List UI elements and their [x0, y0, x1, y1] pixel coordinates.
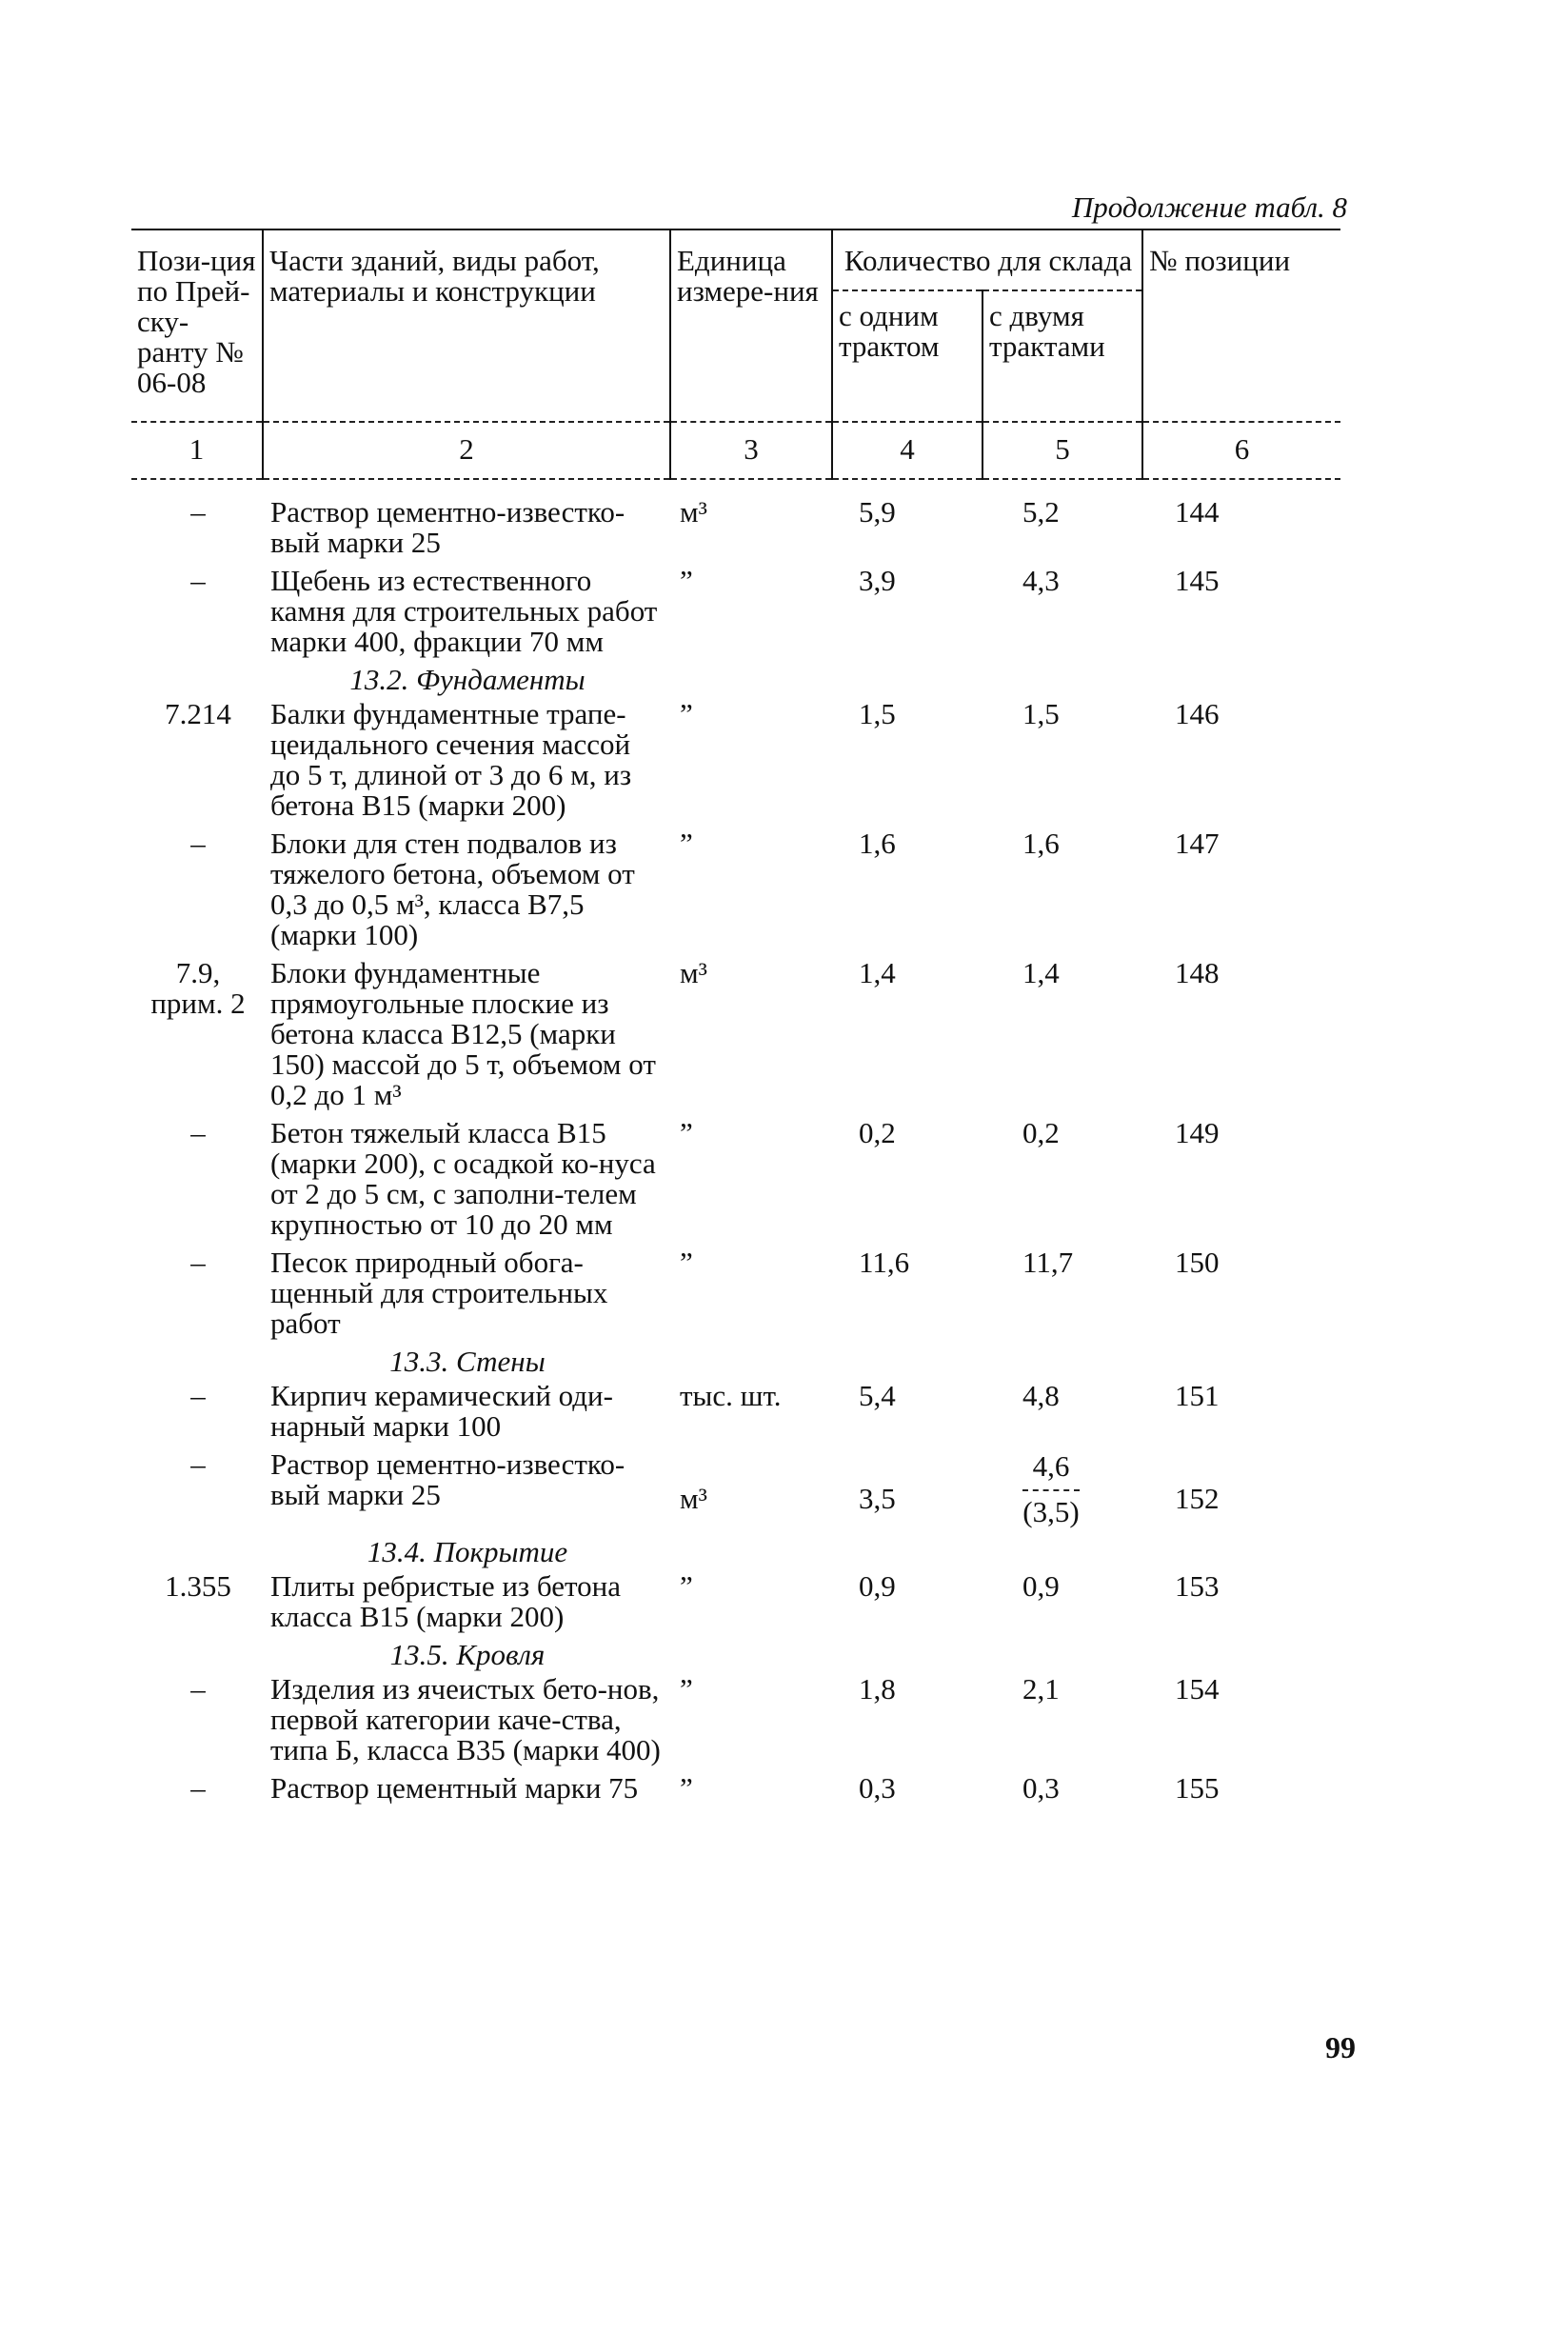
quantity-one-tract: 3,5 — [859, 1482, 896, 1515]
quantity-two-tracts: 11,7 — [1022, 1246, 1074, 1279]
quantity-two-tracts: 4,8 — [1022, 1379, 1060, 1412]
header-two-tracts: с двумя трактами — [982, 290, 1142, 422]
position-number: 149 — [1175, 1116, 1220, 1149]
section-title: 13.2. Фундаменты — [349, 663, 586, 696]
section-heading — [131, 1636, 1340, 1670]
col-number-1: 1 — [189, 432, 205, 466]
table-row — [131, 1446, 1340, 1533]
header-position-number: № позиции — [1142, 229, 1340, 422]
material-name: Блоки фундаментные прямоугольные плоские из бетона класса В12,5 (марки 150) массой до 5 т, объемом от 0,2 до 1 м³ — [270, 956, 656, 1111]
unit: ” — [680, 697, 693, 730]
quantity-one-tract: 1,6 — [859, 827, 896, 860]
fraction-value — [1022, 1449, 1080, 1529]
col-number-5: 5 — [982, 422, 1142, 479]
price-list-position: – — [190, 1246, 206, 1279]
header-quantity: Количество для склада — [832, 229, 1142, 290]
quantity-two-tracts: 5,2 — [1022, 495, 1060, 529]
material-name: Щебень из естественного камня для строительных работ марки 400, фракции 70 мм — [270, 564, 658, 658]
table-row — [131, 1377, 1340, 1446]
table-row — [131, 1769, 1340, 1807]
material-name: Раствор цементный марки 75 — [270, 1771, 639, 1805]
header-unit: Единица измере-ния — [670, 229, 832, 422]
position-number: 144 — [1175, 495, 1220, 529]
quantity-one-tract: 3,9 — [859, 564, 896, 597]
position-number: 152 — [1175, 1482, 1220, 1515]
section-title: 13.3. Стены — [389, 1345, 546, 1378]
material-name: Раствор цементно-известко-вый марки 25 — [270, 1447, 625, 1511]
unit: ” — [680, 1672, 693, 1706]
quantity-one-tract: 0,9 — [859, 1569, 896, 1603]
table-row — [131, 1670, 1340, 1769]
table-row — [131, 825, 1340, 954]
position-number: 146 — [1175, 697, 1220, 730]
quantity-one-tract: 11,6 — [859, 1246, 910, 1279]
col-number-4: 4 — [832, 422, 982, 479]
col-number-3: 3 — [670, 422, 832, 479]
table-row — [131, 954, 1340, 1114]
quantity-one-tract: 1,4 — [859, 956, 896, 989]
col-number-6: 6 — [1142, 422, 1340, 479]
quantity-two-tracts: 1,6 — [1022, 827, 1060, 860]
fraction-top: 4,6 — [1032, 1449, 1070, 1483]
table-row — [131, 493, 1340, 562]
material-name: Кирпич керамический оди-нарный марки 100 — [270, 1379, 613, 1443]
quantity-two-tracts: 0,3 — [1022, 1771, 1060, 1805]
quantity-one-tract: 5,4 — [859, 1379, 896, 1412]
price-list-position: – — [190, 1672, 206, 1706]
col-number-2: 2 — [263, 422, 670, 479]
price-list-position: 7.9, прим. 2 — [150, 956, 246, 1020]
unit: м³ — [680, 1482, 707, 1515]
position-number: 150 — [1175, 1246, 1220, 1279]
quantity-one-tract: 5,9 — [859, 495, 896, 529]
quantity-one-tract: 0,3 — [859, 1771, 896, 1805]
price-list-position: – — [190, 495, 206, 529]
material-name: Изделия из ячеистых бето-нов, первой категории каче-ства, типа Б, класса В35 (марки 400) — [270, 1672, 661, 1766]
quantity-two-tracts: 4,3 — [1022, 564, 1060, 597]
page-number: 99 — [1325, 2030, 1356, 2065]
unit: ” — [680, 827, 693, 860]
position-number: 147 — [1175, 827, 1220, 860]
unit: тыс. шт. — [680, 1379, 782, 1412]
material-name: Раствор цементно-известко-вый марки 25 — [270, 495, 625, 559]
quantity-two-tracts — [982, 1446, 1142, 1533]
price-list-position: – — [190, 564, 206, 597]
position-number: 154 — [1175, 1672, 1220, 1706]
material-name: Блоки для стен подвалов из тяжелого бетона, объемом от 0,3 до 0,5 м³, класса В7,5 (марки 100) — [270, 827, 635, 951]
quantity-two-tracts: 0,9 — [1022, 1569, 1060, 1603]
position-number: 148 — [1175, 956, 1220, 989]
section-heading — [131, 1533, 1340, 1567]
unit: ” — [680, 564, 693, 597]
fraction-bottom: (3,5) — [1022, 1495, 1080, 1528]
unit: ” — [680, 1771, 693, 1805]
position-number: 151 — [1175, 1379, 1220, 1412]
price-list-position: – — [190, 1379, 206, 1412]
material-name: Песок природный обога-щенный для строительных работ — [270, 1246, 608, 1340]
price-list-position: 7.214 — [165, 697, 231, 730]
price-list-position: – — [190, 1116, 206, 1149]
position-number: 145 — [1175, 564, 1220, 597]
quantity-one-tract: 1,8 — [859, 1672, 896, 1706]
unit: м³ — [680, 495, 707, 529]
unit: м³ — [680, 956, 707, 989]
price-list-position: – — [190, 1447, 206, 1481]
header-one-tract: с одним трактом — [832, 290, 982, 422]
quantity-one-tract: 0,2 — [859, 1116, 896, 1149]
table-row — [131, 1114, 1340, 1244]
table-continuation-title: Продолжение табл. 8 — [1071, 190, 1347, 224]
unit: ” — [680, 1116, 693, 1149]
table-row — [131, 1244, 1340, 1343]
quantity-two-tracts: 1,5 — [1022, 697, 1060, 730]
price-list-position: 1.355 — [165, 1569, 231, 1603]
price-list-position: – — [190, 827, 206, 860]
material-name: Плиты ребристые из бетона класса В15 (марки 200) — [270, 1569, 622, 1633]
quantity-one-tract: 1,5 — [859, 697, 896, 730]
quantity-two-tracts: 1,4 — [1022, 956, 1060, 989]
quantity-two-tracts: 0,2 — [1022, 1116, 1060, 1149]
section-title: 13.5. Кровля — [389, 1638, 546, 1671]
header-position: Пози-ция по Прей-ску-ранту № 06-08 — [131, 229, 263, 422]
unit: ” — [680, 1569, 693, 1603]
unit: ” — [680, 1246, 693, 1279]
quantity-two-tracts: 2,1 — [1022, 1672, 1060, 1706]
section-heading — [131, 1343, 1340, 1377]
table-body — [131, 479, 1340, 1807]
material-name: Бетон тяжелый класса В15 (марки 200), с осадкой ко-нуса от 2 до 5 см, с заполни-телем крупностью от 10 до 20 мм — [270, 1116, 656, 1241]
material-name: Балки фундаментные трапе-цеидального сечения массой до 5 т, длиной от 3 до 6 м, из бетона В15 (марки 200) — [270, 697, 632, 822]
section-heading — [131, 661, 1340, 695]
materials-table — [131, 229, 1340, 1807]
table-row — [131, 695, 1340, 825]
price-list-position: – — [190, 1771, 206, 1805]
position-number: 155 — [1175, 1771, 1220, 1805]
section-title: 13.4. Покрытие — [367, 1535, 568, 1568]
table-row — [131, 562, 1340, 661]
table-row — [131, 1567, 1340, 1636]
position-number: 153 — [1175, 1569, 1220, 1603]
header-parts: Части зданий, виды работ, материалы и конструкции — [263, 229, 670, 422]
